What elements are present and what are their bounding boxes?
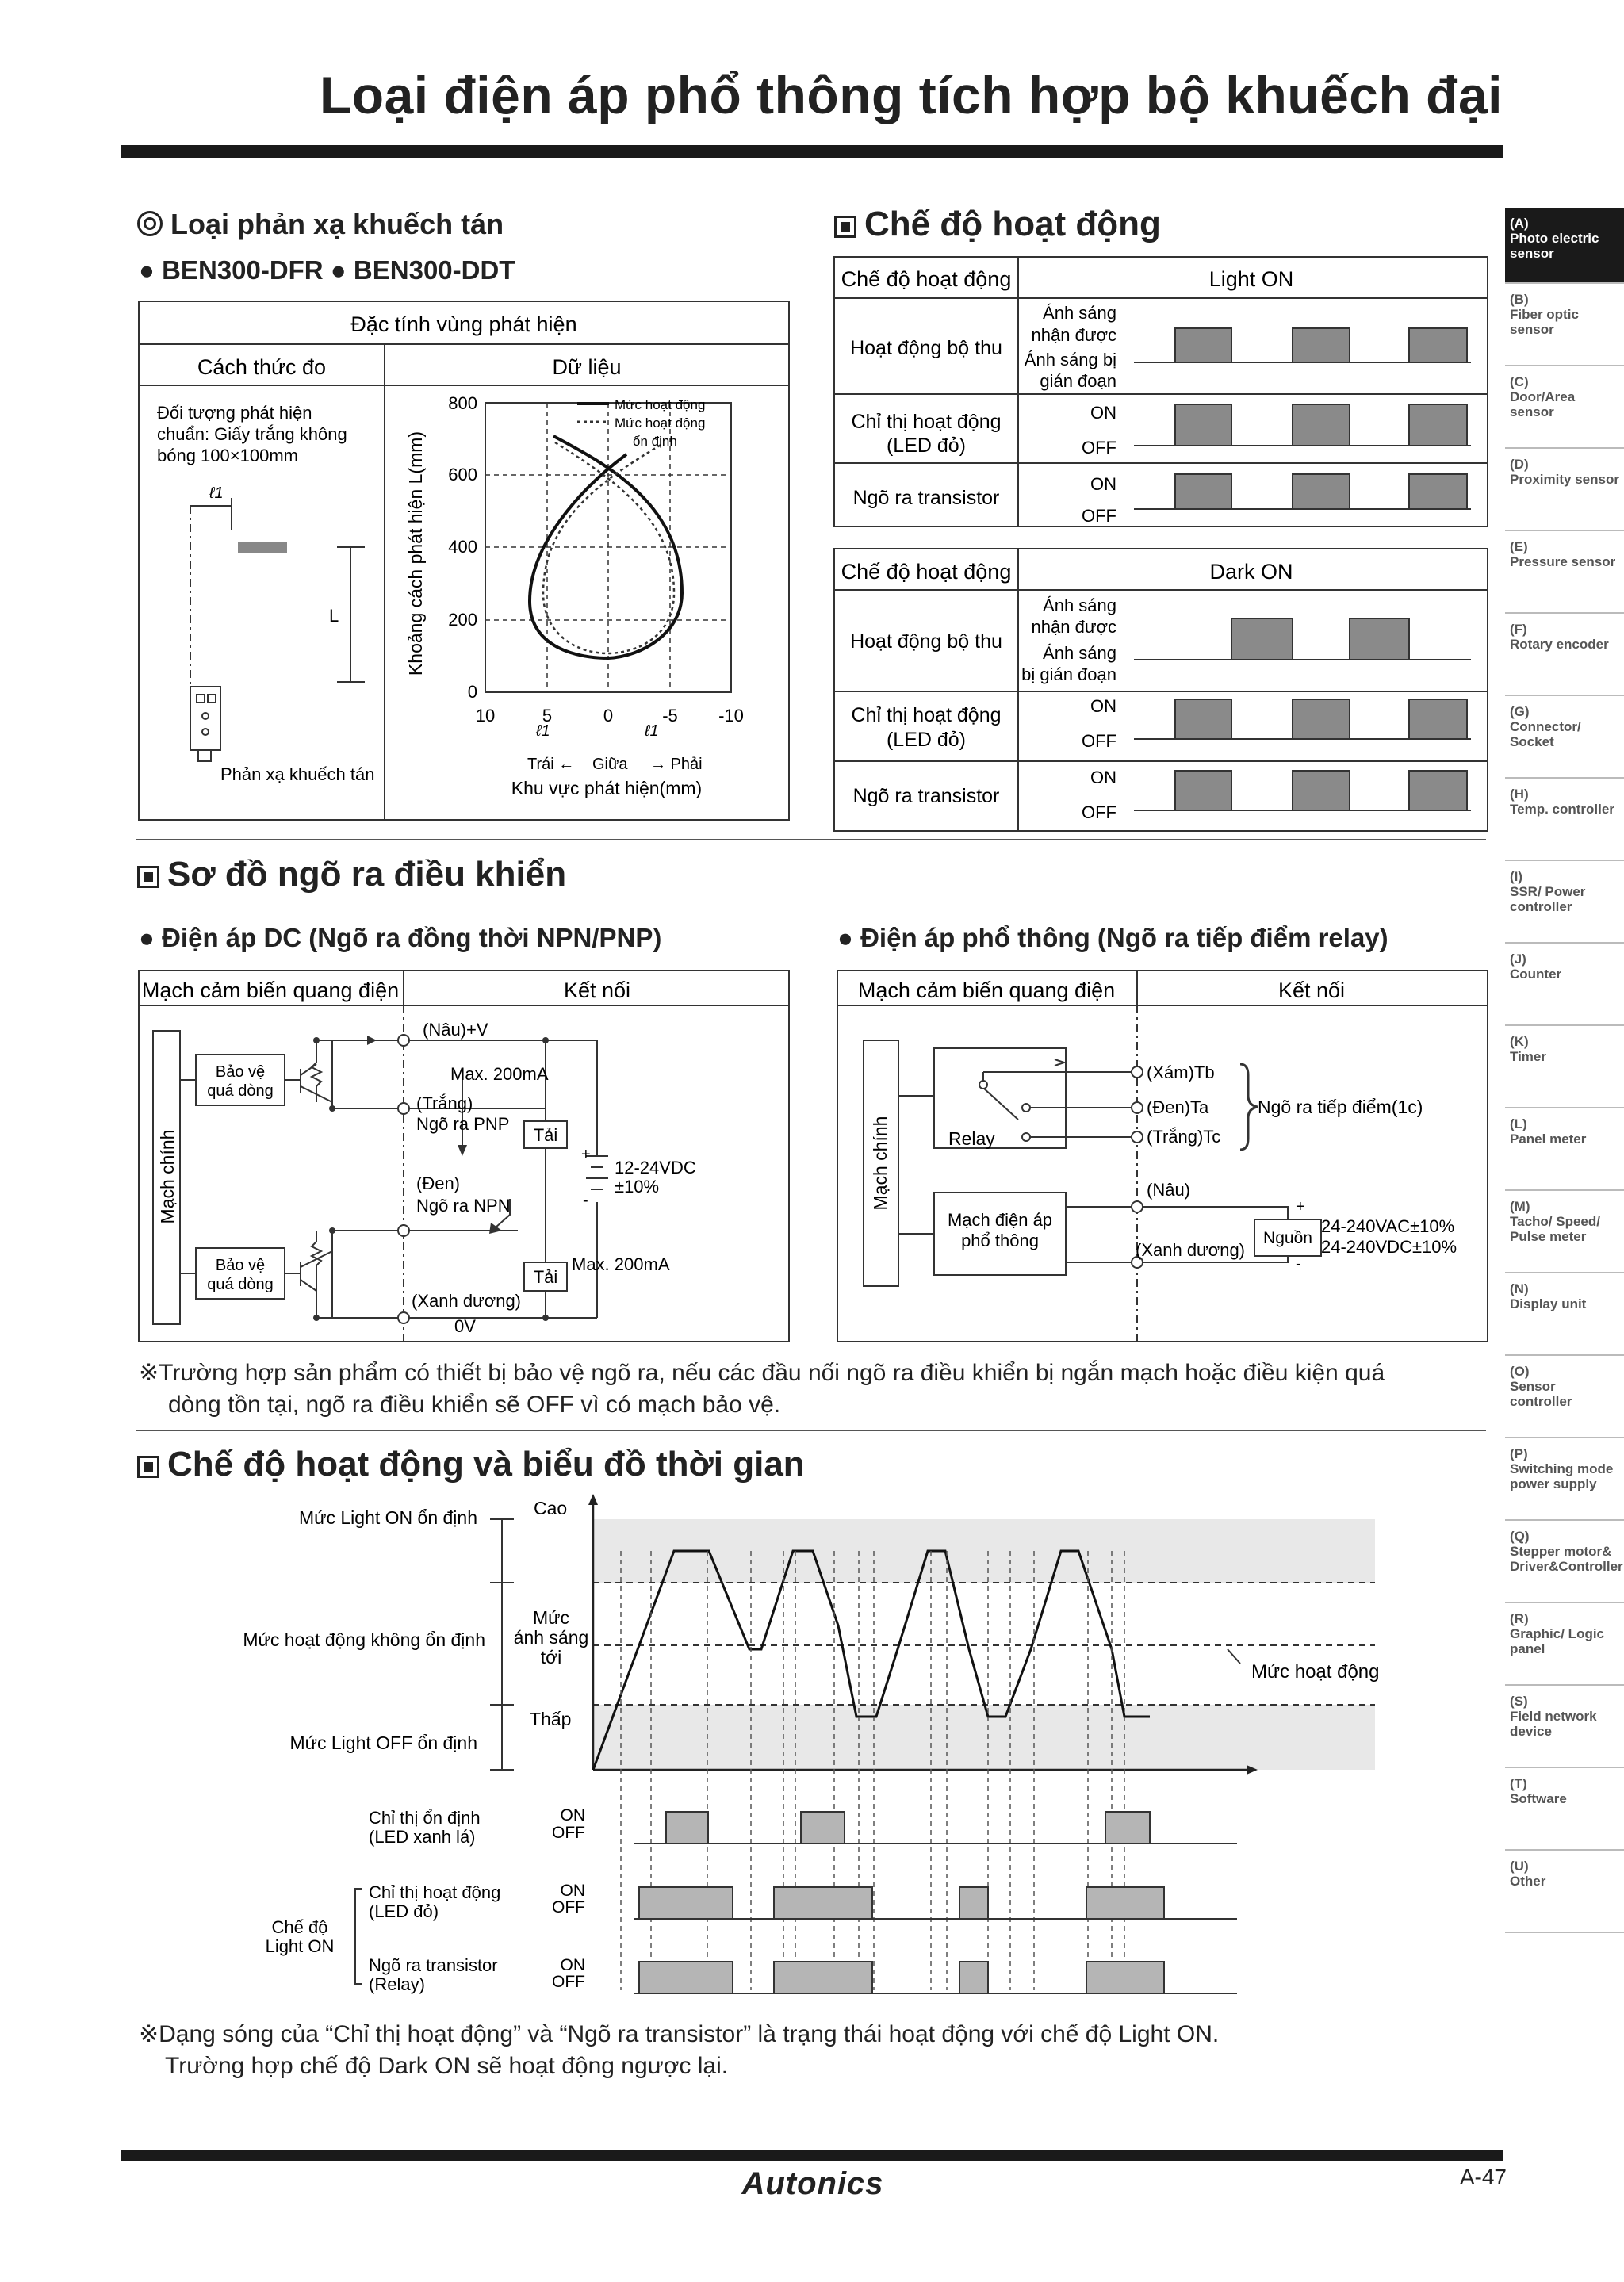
category-sidebar [1505,208,1624,1933]
sidebar-code: (C) [1510,374,1529,389]
psu-1: Mạch điện áp [947,1210,1053,1230]
sensor-caption: Phản xạ khuếch tán [220,764,375,784]
detection-area-table [135,300,793,821]
tr-on-1: ON [1090,474,1116,494]
minus-sign: - [583,1192,588,1209]
sidebar-item-6[interactable] [1505,696,1624,779]
op-led-1: Chỉ thị hoạt động [369,1882,501,1902]
sidebar-item-17[interactable] [1505,1603,1624,1686]
light-on-zone [593,1519,1375,1583]
ac-main-circuit: Mạch chính [870,1116,891,1211]
x-tick: 0 [603,706,614,726]
sidebar-label: SSR/ Power controller [1510,884,1586,914]
square-bullet-icon [137,866,159,888]
signal-pulse [1086,1962,1164,1993]
x-tick: -5 [662,706,678,726]
brown-v: (Nâu)+V [423,1020,488,1040]
diffuse-models: ● BEN300-DFR ● BEN300-DDT [139,255,515,285]
sidebar-code: (H) [1510,787,1529,802]
y-tick: 800 [448,393,477,413]
signal-pulse [959,1887,988,1919]
lbl-unstable: Mức hoạt động không ổn định [243,1629,485,1650]
sidebar-label: Pressure sensor [1510,554,1616,569]
section-divider-2 [136,1430,1486,1431]
square-bullet-icon [137,1456,159,1478]
legend-2: Mức hoạt động [615,415,706,431]
sidebar-label: Door/Area sensor [1510,389,1576,419]
timing-note-1: ※Dạng sóng của “Chỉ thị hoạt động” và “Ngõ ra transistor” là trạng thái hoạt động với chế độ Light ON. [139,2021,1220,2047]
dc-main-circuit: Mạch chính [157,1129,178,1224]
signal-pulse [666,1812,708,1844]
timing-note-2: Trường hợp chế độ Dark ON sẽ hoạt động ngược lại. [165,2053,729,2079]
brown-label: (Nâu) [1147,1180,1191,1200]
target-paper [238,542,287,553]
minus-sign-2: - [1296,1255,1301,1273]
l1-left: ℓ1 [536,722,550,740]
row-led-2a: Chỉ thị hoạt động [851,704,1002,726]
x-dir-mid: Giữa [592,756,628,773]
section-divider [136,839,1486,840]
sidebar-label: Photo electric sensor [1510,231,1599,261]
sidebar-item-13[interactable] [1505,1273,1624,1356]
tr-2: (Relay) [369,1974,425,1994]
timing-chart [135,1491,1404,2014]
pulse [1409,328,1467,362]
light-off-zone [593,1705,1375,1770]
sidebar-item-1[interactable] [1505,284,1624,366]
lbl-incident-3: tới [540,1647,562,1667]
sidebar-code: (F) [1510,622,1527,637]
pulse [1293,699,1350,739]
sidebar-item-14[interactable] [1505,1356,1624,1438]
signal-pulse [801,1812,845,1844]
protect-2b: quá dòng [207,1276,274,1293]
diffuse-heading: Loại phản xạ khuếch tán [137,208,504,241]
led-off-2: OFF [1082,731,1116,751]
dc-heading: ● Điện áp DC (Ngõ ra đồng thời NPN/PNP) [139,923,662,952]
sidebar-item-18[interactable] [1505,1686,1624,1768]
pulse [1409,474,1467,509]
square-bullet-icon [834,216,856,238]
op-mode-heading: Chế độ hoạt động [834,205,1161,244]
output-heading: Sơ đồ ngõ ra điều khiển [137,855,566,894]
signal-pulse [639,1962,733,1993]
protect-2a: Bảo vệ [215,1257,266,1274]
lbl-light-off-stable: Mức Light OFF ổn định [289,1733,477,1753]
op-mode-table [833,255,1491,833]
signal-pulse [774,1887,872,1919]
on-1: ON [560,1806,585,1824]
table-title: Đặc tính vùng phát hiện [350,312,577,336]
col-mode-1: Chế độ hoạt động [841,267,1012,291]
signal-pulse [639,1887,733,1919]
L-label: L [329,606,339,626]
sidebar-code: (O) [1510,1364,1530,1379]
recv-b1-dark: Ánh sáng [1043,643,1116,663]
detection-chart [405,393,744,798]
lbl-incident-1: Mức [532,1607,570,1628]
y-tick: 400 [448,537,477,557]
sidebar-label: Graphic/ Logic panel [1510,1626,1605,1656]
sidebar-label: Temp. controller [1510,802,1614,817]
y-tick: 200 [448,610,477,630]
vac-label: 24-240VAC±10% [1321,1216,1455,1236]
psu-2: phổ thông [961,1231,1039,1250]
sidebar-code: (K) [1510,1034,1529,1049]
sidebar-label: Field network device [1510,1709,1597,1739]
row-led-2b: (LED đỏ) [886,729,967,751]
dc-col-circuit: Mạch cảm biến quang điện [141,978,400,1002]
load-1: Tải [533,1125,558,1145]
col-mode-2: Chế độ hoạt động [841,560,1012,584]
led-on-1: ON [1090,403,1116,423]
lbl-incident-2: ánh sáng [513,1627,589,1648]
sidebar-item-5[interactable] [1505,614,1624,696]
l1-right: ℓ1 [645,722,659,740]
x-tick: 5 [542,706,553,726]
col-method: Cách thức đo [197,355,327,379]
pulse [1293,404,1350,446]
vdc-2: ±10% [615,1177,660,1197]
pulse [1175,328,1231,362]
sidebar-label: Connector/ Socket [1510,719,1581,749]
off-3: OFF [552,1973,585,1991]
load-2: Tải [533,1267,558,1287]
tr-off-1: OFF [1082,506,1116,526]
x-axis-label: Khu vực phát hiện(mm) [511,778,703,798]
ac-col-circuit: Mạch cảm biến quang điện [857,978,1116,1002]
sidebar-label: Fiber optic sensor [1510,307,1579,337]
tr-off-2: OFF [1082,802,1116,822]
sidebar-code: (S) [1510,1694,1528,1709]
on-2: ON [560,1882,585,1900]
mode-1: Chế độ [271,1917,328,1937]
sidebar-item-2[interactable] [1505,366,1624,449]
page-number: A-47 [1459,2165,1507,2189]
pulse [1293,328,1350,362]
sidebar-item-9[interactable] [1505,944,1624,1026]
recv-a1: Ánh sáng [1043,303,1116,323]
recv-a2-dark: nhận được [1031,617,1116,637]
sidebar-code: (Q) [1510,1529,1530,1544]
x-tick: -10 [718,706,744,726]
output-note-1: ※Trường hợp sản phẩm có thiết bị bảo vệ ngõ ra, nếu các đầu nối ngõ ra điều khiển bị ngắn mạch hoặc điều kiện quá [139,1360,1385,1386]
sidebar-item-4[interactable] [1505,531,1624,614]
ac-col-connect: Kết nối [1277,978,1346,1002]
output-note-2: dòng tồn tại, ngõ ra điều khiển sẽ OFF vì có mạch bảo vệ. [168,1392,781,1418]
pulse [1231,618,1293,660]
row-led-1b: (LED đỏ) [886,435,967,457]
row-tr-1: Ngõ ra transistor [852,487,1000,509]
recv-b1: Ánh sáng bị [1024,350,1116,369]
max200-2: Max. 200mA [572,1254,670,1274]
lbl-low: Thấp [530,1709,572,1729]
blue-label-2: (Xanh dương) [1136,1240,1246,1260]
led-on-2: ON [1090,696,1116,716]
sidebar-label: Stepper motor& Driver&Controller [1510,1544,1623,1574]
sidebar-item-15[interactable] [1505,1438,1624,1521]
on-3: ON [560,1956,585,1974]
pulse [1175,404,1231,446]
row-receiver-2: Hoạt động bộ thu [850,630,1002,653]
off-2: OFF [552,1898,585,1916]
pulse [1409,771,1467,810]
sidebar-item-0[interactable] [1505,208,1624,284]
row-tr-2: Ngõ ra transistor [852,785,1000,807]
sidebar-code: (L) [1510,1116,1527,1131]
plus-sign-2: + [1296,1198,1305,1216]
stable-led-1: Chỉ thị ổn định [369,1808,481,1828]
y-tick: 600 [448,465,477,484]
lbl-light-on-stable: Mức Light ON ổn định [298,1507,477,1528]
sidebar-label: Panel meter [1510,1131,1587,1147]
sidebar-item-12[interactable] [1505,1191,1624,1273]
contact-label: Ngõ ra tiếp điểm(1c) [1258,1097,1423,1117]
white-tc: (Trắng)Tc [1147,1127,1221,1147]
ac-heading: ● Điện áp phổ thông (Ngõ ra tiếp điểm relay) [837,923,1388,952]
dc-col-connect: Kết nối [563,978,631,1002]
black-label: (Đen) [416,1174,461,1193]
source-label: Nguồn [1263,1229,1312,1247]
sidebar-code: (J) [1510,951,1526,967]
grey-tb: (Xám)Tb [1147,1063,1215,1082]
sidebar-code: (G) [1510,704,1530,719]
pulse [1409,699,1467,739]
sidebar-item-10[interactable] [1505,1026,1624,1108]
sidebar-item-11[interactable] [1505,1108,1624,1191]
lbl-op-level: Mức hoạt động [1251,1661,1380,1683]
plus-sign: + [581,1146,591,1163]
sidebar-label: Other [1510,1874,1546,1889]
vdc-label: 24-240VDC±10% [1321,1237,1457,1257]
pulse [1350,618,1409,660]
relay-label: Relay [948,1128,995,1149]
dc-output-diagram [137,969,791,1343]
sidebar-code: (R) [1510,1611,1529,1626]
sidebar-label: Proximity sensor [1510,472,1619,487]
method-text-2: chuẩn: Giấy trắng không [157,424,347,444]
x-tick: 10 [475,706,496,726]
signal-pulse [774,1962,872,1993]
op-led-2: (LED đỏ) [369,1901,439,1921]
double-circle-icon [137,211,163,236]
sidebar-code: (D) [1510,457,1529,472]
pulse [1175,474,1231,509]
stable-led-2: (LED xanh lá) [369,1827,476,1847]
recv-b2: gián đoạn [1040,371,1116,391]
recv-a1-dark: Ánh sáng [1043,595,1116,615]
row-led-1a: Chỉ thị hoạt động [851,411,1002,433]
black-ta: (Đen)Ta [1147,1097,1209,1117]
tr-1: Ngõ ra transistor [369,1955,498,1975]
sidebar-label: Switching mode power supply [1510,1461,1614,1491]
sidebar-item-16[interactable] [1505,1521,1624,1603]
brand-logo: Autonics [741,2166,884,2201]
y-axis-label: Khoảng cách phát hiện L(mm) [405,431,426,676]
zero-v: 0V [454,1316,476,1336]
sidebar-label: Display unit [1510,1296,1587,1311]
sidebar-code: (I) [1510,869,1523,884]
method-text-3: bóng 100×100mm [157,446,298,465]
col-data: Dữ liệu [552,355,622,379]
off-1: OFF [552,1824,585,1842]
recv-b2-dark: bị gián đoạn [1021,664,1116,684]
page-title: Loại điện áp phổ thông tích hợp bộ khuếch đại [319,66,1503,124]
pulse [1293,771,1350,810]
pulse [1175,699,1231,739]
tr-on-2: ON [1090,768,1116,787]
legend-2b: ổn định [633,434,677,449]
protect-1b: quá dòng [207,1082,274,1100]
protect-1a: Bảo vệ [215,1063,266,1081]
sidebar-code: (P) [1510,1446,1528,1461]
mode-2: Light ON [265,1936,335,1956]
sidebar-item-20[interactable] [1505,1851,1624,1933]
sidebar-item-3[interactable] [1505,449,1624,531]
sidebar-code: (N) [1510,1281,1529,1296]
sidebar-item-19[interactable] [1505,1768,1624,1851]
signal-pulse [1105,1812,1150,1844]
dark-on-label: Dark ON [1209,560,1293,584]
sidebar-label: Software [1510,1791,1567,1806]
relay-output-diagram [836,969,1491,1343]
npn-label: Ngõ ra NPN [416,1196,511,1216]
y-tick: 0 [467,682,477,702]
row-receiver-1: Hoạt động bộ thu [850,337,1002,359]
l1-label: ℓ1 [209,484,224,502]
pulse [1409,404,1467,446]
sidebar-code: (E) [1510,539,1528,554]
method-text-1: Đối tượng phát hiện [157,403,312,423]
lbl-high: Cao [534,1498,568,1518]
blue-label: (Xanh dương) [412,1291,522,1311]
sidebar-label: Sensor controller [1510,1379,1572,1409]
sidebar-item-8[interactable] [1505,861,1624,944]
light-on-label: Light ON [1208,267,1294,291]
sidebar-label: Counter [1510,967,1562,982]
timing-heading: Chế độ hoạt động và biểu đồ thời gian [137,1445,805,1484]
x-dir-right: → Phải [650,756,703,773]
signal-pulse [959,1962,988,1993]
sidebar-label: Rotary encoder [1510,637,1609,652]
sidebar-code: (M) [1510,1199,1530,1214]
measurement-drawing [190,498,365,761]
sidebar-code: (T) [1510,1776,1527,1791]
sidebar-code: (U) [1510,1859,1529,1874]
header-rule [121,145,1503,158]
pnp-label: Ngõ ra PNP [416,1114,510,1134]
recv-a2: nhận được [1031,325,1116,345]
max200-1: Max. 200mA [450,1064,549,1084]
legend-1: Mức hoạt động [615,397,706,412]
footer-rule [121,2150,1503,2161]
x-dir-left: Trái ← [527,756,575,773]
sidebar-label: Tacho/ Speed/ Pulse meter [1510,1214,1600,1244]
pulse [1293,474,1350,509]
sidebar-code: (B) [1510,292,1529,307]
led-off-1: OFF [1082,438,1116,458]
sidebar-code: (A) [1510,216,1529,231]
sidebar-item-7[interactable] [1505,779,1624,861]
sidebar-label: Timer [1510,1049,1546,1064]
white-label: (Trắng) [416,1093,473,1113]
pulse [1175,771,1231,810]
signal-pulse [1086,1887,1164,1919]
vdc-1: 12-24VDC [615,1158,696,1177]
